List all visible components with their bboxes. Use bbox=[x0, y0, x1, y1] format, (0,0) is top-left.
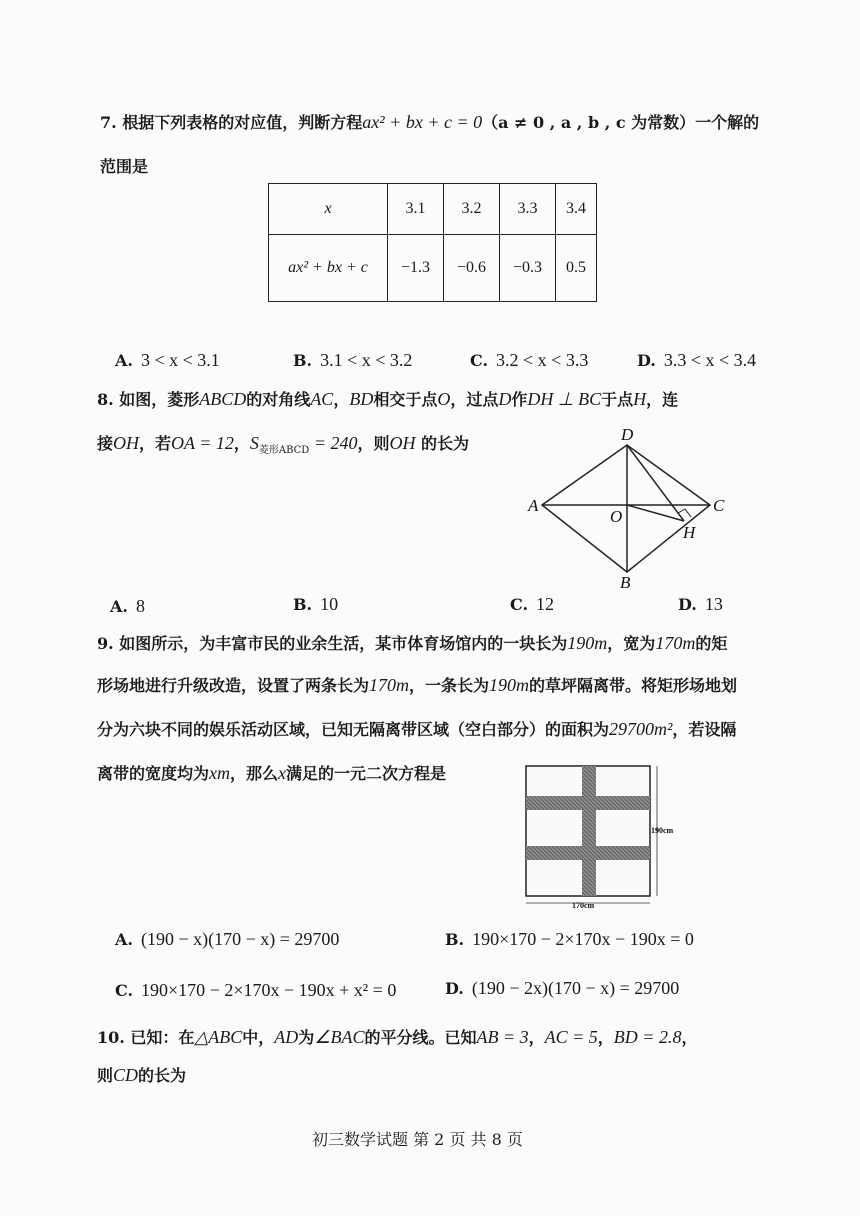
q7-line1 bbox=[100, 112, 759, 134]
table-cell: −1.3 bbox=[388, 235, 444, 302]
q8-line2: 接OH，若OA = 12，$S_{菱形ABCD} = 240$，则OH 的长为 bbox=[97, 433, 470, 457]
q9-option-b[interactable]: B. 190×170 − 2×170x − 190x = 0 bbox=[445, 929, 694, 949]
q7-equation: ax² + bx + c = 0 bbox=[362, 112, 483, 132]
label-b: B bbox=[620, 573, 631, 590]
label-d: D bbox=[621, 425, 634, 444]
q9-line2: 形场地进行升级改造，设置了两条长为170m，一条长为190m的草坪隔离带。将矩形场地划 bbox=[97, 675, 738, 695]
rhombus-abcd bbox=[542, 445, 710, 572]
q7-option-c[interactable]: C. 3.2 < x < 3.3 bbox=[470, 350, 589, 370]
q9-option-d[interactable]: D. (190 − 2x)(170 − x) = 29700 bbox=[445, 978, 680, 998]
height-label: 190cm bbox=[651, 826, 674, 835]
q9-line1: 9. 如图所示，为丰富市民的业余生活，某市体育场馆内的一块长为190m，宽为170m的矩 bbox=[97, 633, 728, 653]
q7-option-d[interactable]: D. 3.3 < x < 3.4 bbox=[637, 350, 757, 370]
table-cell: −0.6 bbox=[444, 235, 500, 302]
q7-option-a[interactable]: A. 3 < x < 3.1 bbox=[115, 350, 220, 370]
q9-option-c[interactable]: C. 190×170 − 2×170x − 190x + x² = 0 bbox=[115, 980, 397, 1000]
table-row bbox=[269, 235, 597, 302]
q9-option-a[interactable]: A. (190 − x)(170 − x) = 29700 bbox=[115, 929, 340, 949]
rhombus-figure bbox=[520, 420, 740, 590]
width-label: 170cm bbox=[572, 901, 595, 910]
label-c: C bbox=[713, 496, 725, 515]
table-cell: 3.4 bbox=[556, 184, 597, 235]
table-cell: 0.5 bbox=[556, 235, 597, 302]
q8-option-a[interactable]: A. 8 bbox=[110, 596, 145, 616]
vertical-strip bbox=[582, 766, 596, 896]
segment-dh bbox=[627, 445, 684, 521]
table-cell: 3.1 bbox=[388, 184, 444, 235]
label-a: A bbox=[528, 496, 539, 515]
table-row bbox=[269, 184, 597, 235]
q7-option-b[interactable]: B. 3.1 < x < 3.2 bbox=[293, 350, 413, 370]
table-cell: 3.3 bbox=[500, 184, 556, 235]
q7-line2: 范围是 bbox=[100, 157, 149, 176]
q8-option-c[interactable]: C. 12 bbox=[510, 594, 555, 614]
q7-text: 根据下列表格的对应值，判断方程 bbox=[122, 113, 363, 132]
q9-line3: 分为六块不同的娱乐活动区域，已知无隔离带区域（空白部分）的面积为29700m²，若设隔 bbox=[97, 719, 737, 739]
q7-condition: （a ≠ 0 , a , b , c 为常数）一个解的 bbox=[482, 113, 760, 132]
q7-value-table bbox=[268, 183, 597, 302]
field-figure bbox=[520, 762, 700, 912]
table-header-label: x bbox=[269, 184, 388, 235]
table-cell: −0.3 bbox=[500, 235, 556, 302]
segment-oh bbox=[627, 505, 684, 521]
q8-option-d[interactable]: D. 13 bbox=[678, 594, 723, 614]
q8-option-b[interactable]: B. 10 bbox=[293, 594, 339, 614]
q10-line1: 10. 已知：在△ABC中，AD为∠BAC的平分线。已知AB = 3，AC = 5，BD = 2.8， bbox=[97, 1027, 698, 1047]
table-cell: 3.2 bbox=[444, 184, 500, 235]
label-h: H bbox=[683, 523, 696, 542]
q10-line2: 则CD的长为 bbox=[97, 1065, 187, 1085]
q8-line1: 8. 如图，菱形ABCD的对角线AC，BD相交于点O，过点D作DH ⊥ BC于点H，连 bbox=[97, 389, 679, 409]
page-footer: 初三数学试题 第 2 页 共 8 页 bbox=[312, 1130, 523, 1149]
q9-line4: 离带的宽度均为xm，那么x满足的一元二次方程是 bbox=[97, 763, 447, 783]
q7-number: 7. bbox=[100, 113, 117, 132]
table-row-label: ax² + bx + c bbox=[269, 235, 388, 302]
label-o: O bbox=[610, 507, 623, 526]
